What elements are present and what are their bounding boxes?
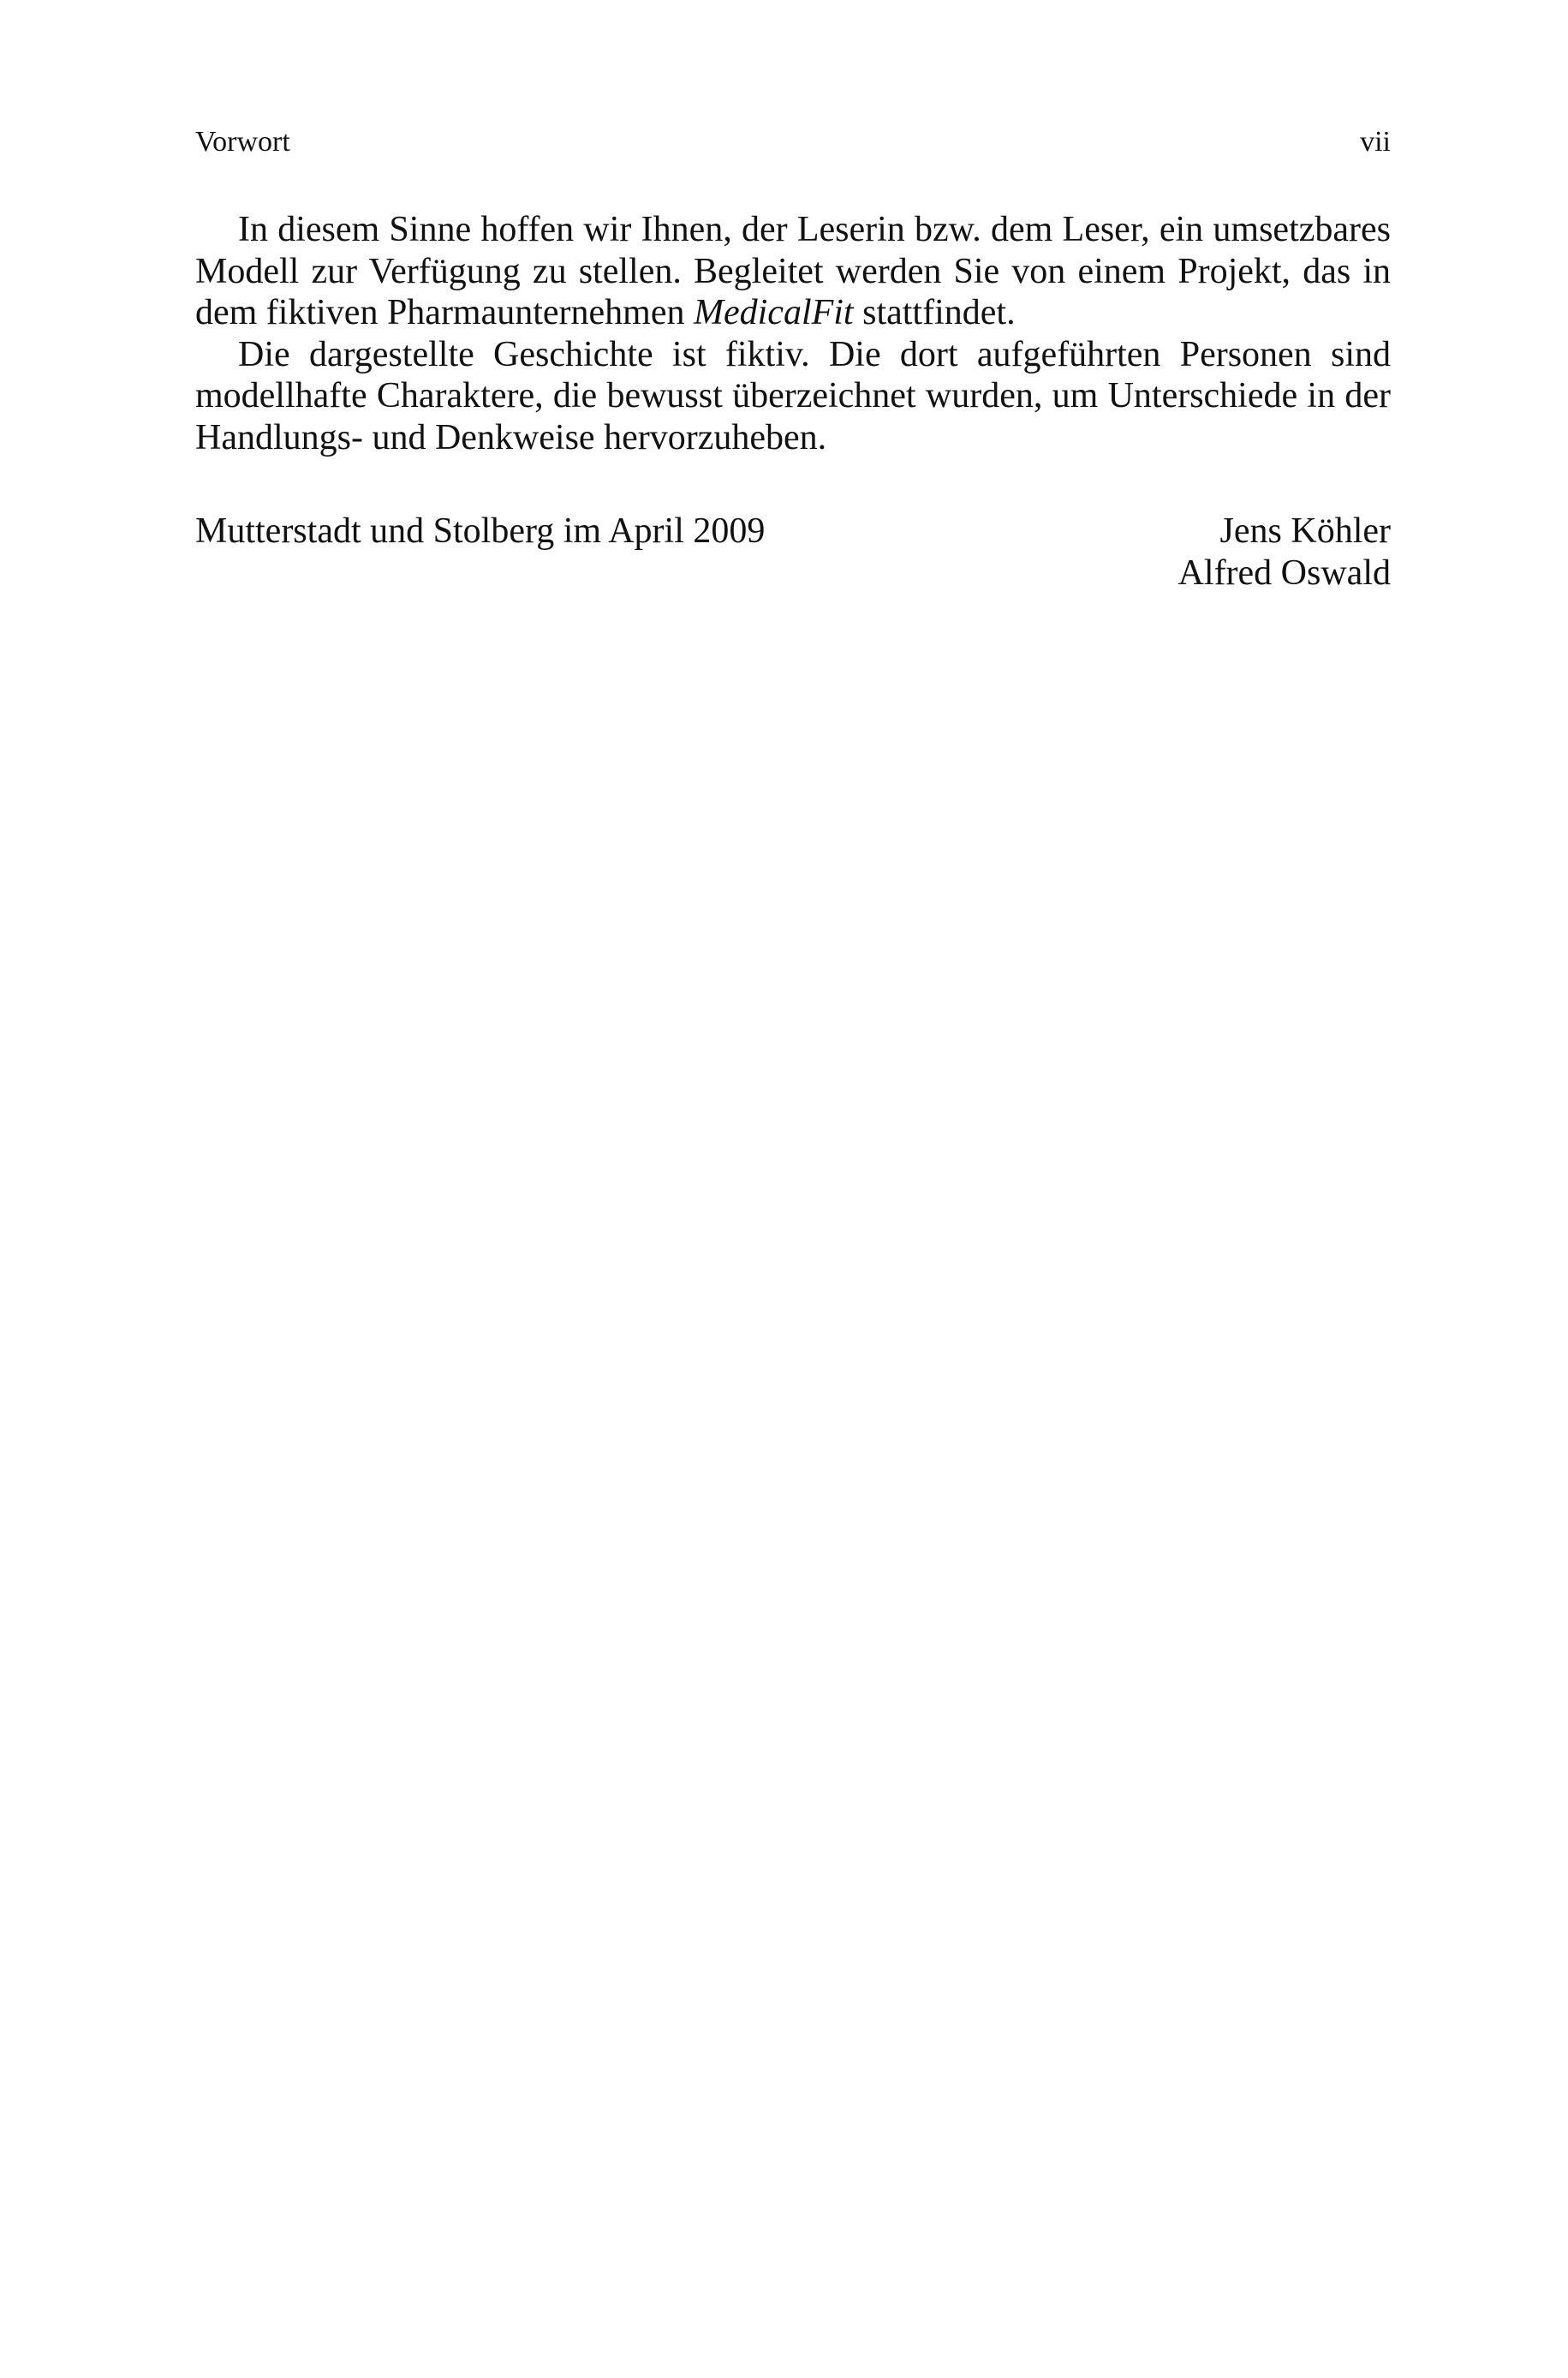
section-title: Vorwort	[195, 126, 290, 158]
author-name: Jens Köhler	[1219, 511, 1391, 551]
place-and-date: Mutterstadt und Stolberg im April 2009	[195, 511, 766, 551]
paragraph-1-text: In diesem Sinne hoffen wir Ihnen, der Leserin bzw. dem Leser, ein umsetzbares Modell zur Verfügung zu stellen. Begleitet werden Sie von einem Projekt, das in dem fiktiven Pharmaunternehmen	[195, 210, 1391, 332]
body-text	[195, 209, 1391, 458]
author-list	[1178, 511, 1391, 594]
author-name: Alfred Oswald	[1177, 553, 1391, 593]
company-name-italic: MedicalFit	[694, 293, 854, 332]
running-head	[195, 125, 1391, 159]
paragraph-2: Die dargestellte Geschichte ist fiktiv. Die dort aufgeführten Personen sind modellhafte Charaktere, die bewusst überzeichnet wurden, um Unterschiede in der Handlungs- und Denkweise hervorzuheben.	[195, 334, 1391, 457]
page-number: vii	[1360, 126, 1391, 158]
paragraph-1-ending: stattfindet.	[853, 293, 1016, 332]
paragraph-1	[195, 209, 1391, 334]
